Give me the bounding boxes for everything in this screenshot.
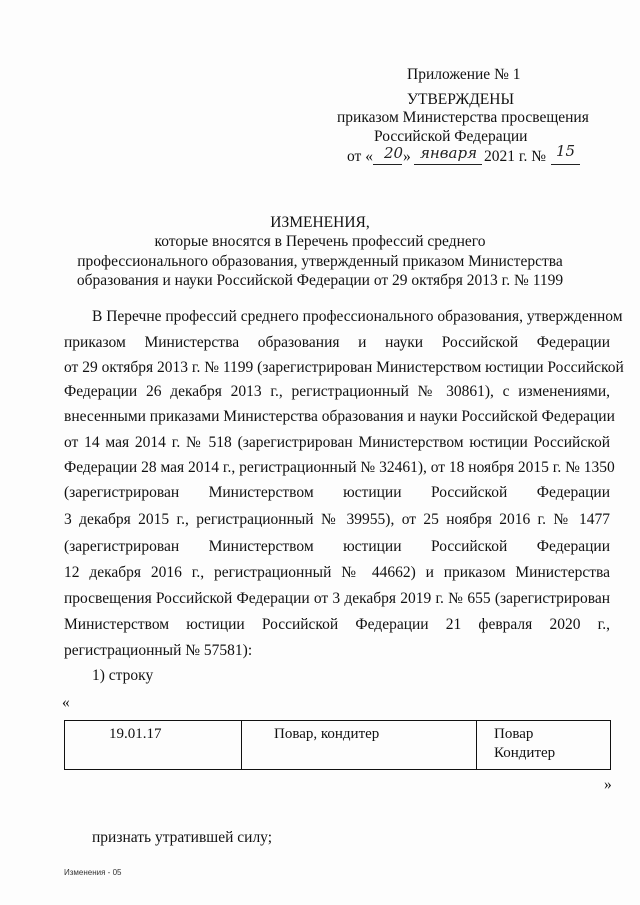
repeal-text: признать утратившей силу; (92, 829, 273, 846)
footer-label: Изменения - 05 (64, 868, 122, 877)
handwritten-number: 15 (556, 142, 576, 160)
open-quote: « (62, 694, 70, 711)
body-line: 12 декабря 2016 г., регистрационный № 44662) и приказом Министерства (64, 564, 610, 581)
profession-table (64, 720, 611, 770)
body-line: Федерации 26 декабря 2013 г., регистрационный № 30861), с изменениями, (64, 383, 610, 400)
approval-date-mid: » (403, 148, 411, 165)
body-line: (зарегистрирован Министерством юстиции Российской Федерации (64, 538, 610, 555)
profession-cell: Повар, кондитер (242, 721, 477, 770)
table-row (65, 721, 611, 770)
approval-line-1: приказом Министерства просвещения (337, 109, 589, 126)
body-line: Федерации 28 мая 2014 г., регистрационный № 32461), от 18 ноября 2015 г. № 1350 (64, 459, 615, 476)
qualification-1: Повар (494, 726, 534, 742)
qualification-cell (477, 721, 611, 770)
approval-date-prefix: от « (347, 148, 373, 165)
handwritten-day: 20 (384, 144, 404, 162)
qualification-2: Кондитер (494, 745, 556, 761)
approval-line-2: Российской Федерации (374, 128, 528, 145)
document-subheading-1: которые вносятся в Перечень профессий среднего (154, 233, 486, 250)
body-line: внесенными приказами Министерства образования и науки Российской Федерации (64, 408, 615, 425)
close-quote: » (604, 776, 612, 793)
code-cell: 19.01.17 (65, 721, 242, 770)
body-line: В Перечне профессий среднего профессионального образования, утвержденном (92, 308, 623, 325)
number-underline (551, 164, 580, 165)
body-line: приказом Министерства образования и науки Российской Федерации (64, 334, 610, 351)
day-underline (373, 164, 402, 165)
body-line: от 14 мая 2014 г. № 518 (зарегистрирован Министерством юстиции Российской (64, 434, 610, 451)
month-underline (414, 164, 482, 165)
body-line: 3 декабря 2015 г., регистрационный № 39955), от 25 ноября 2016 г. № 1477 (64, 511, 610, 528)
body-line: (зарегистрирован Министерством юстиции Российской Федерации (64, 484, 610, 501)
body-line: регистрационный № 57581): (64, 642, 253, 659)
approved-label: УТВЕРЖДЕНЫ (407, 91, 514, 108)
handwritten-month: января (420, 144, 478, 162)
body-line: Министерством юстиции Российской Федерации 21 февраля 2020 г., (64, 616, 610, 633)
document-heading: ИЗМЕНЕНИЯ, (270, 214, 370, 231)
item-label: 1) строку (92, 667, 154, 684)
approval-date-year: 2021 г. № (484, 148, 547, 165)
document-subheading-3: образования и науки Российской Федерации от 29 октября 2013 г. № 1199 (76, 272, 564, 289)
appendix-label: Приложение № 1 (407, 66, 521, 83)
document-subheading-2: профессионального образования, утвержденный приказом Министерства (77, 253, 563, 270)
body-line: просвещения Российской Федерации от 3 декабря 2019 г. № 655 (зарегистрирован (64, 590, 610, 607)
body-line: от 29 октября 2013 г. № 1199 (зарегистрирован Министерством юстиции Российской (64, 359, 624, 376)
